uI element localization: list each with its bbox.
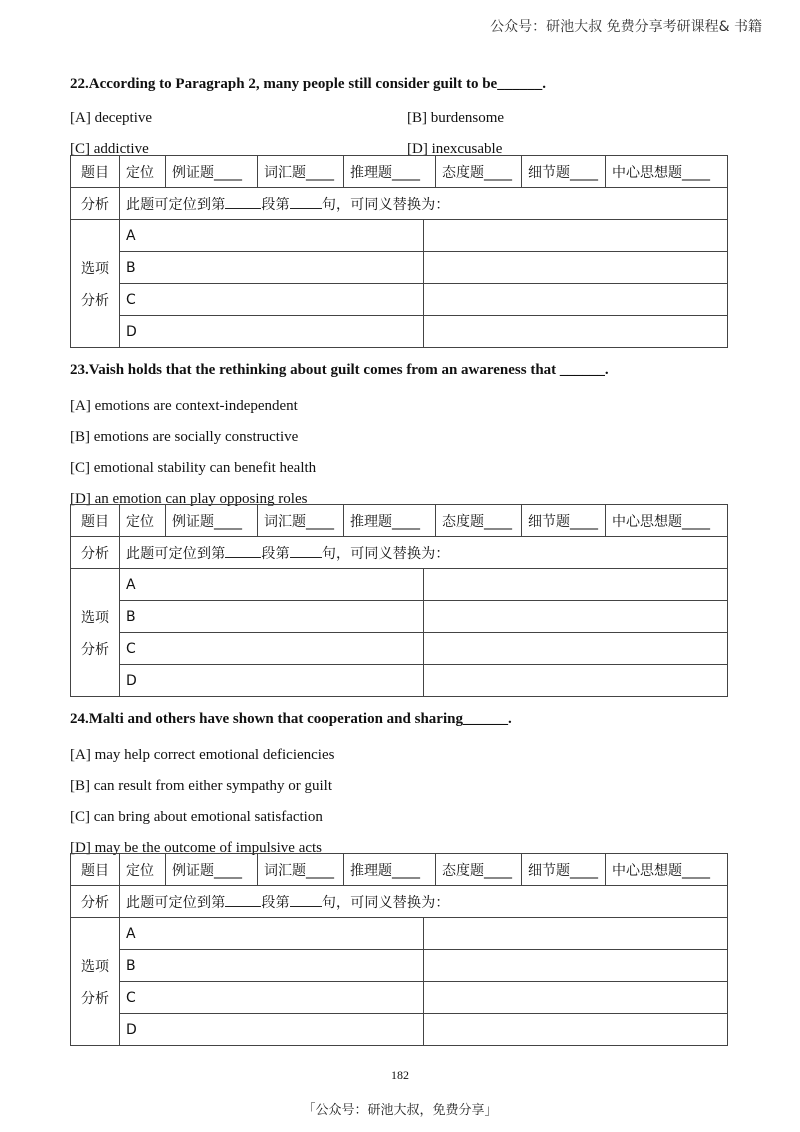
question-23 — [70, 359, 730, 515]
answer-field-b[interactable] — [424, 252, 728, 284]
label-title-bottom: 分析 — [71, 886, 120, 918]
option-a: [A] may help correct emotional deficiencies — [70, 747, 335, 763]
option-letter-c: C — [120, 633, 424, 665]
locate-sentence: 此题可定位到第 段第 句，可同义替换为： — [120, 188, 728, 220]
label-title-top: 题目 — [71, 854, 120, 886]
option-d: [D] inexcusable — [407, 141, 503, 157]
answer-field-c[interactable] — [424, 633, 728, 665]
answer-field-c[interactable] — [424, 284, 728, 316]
option-d: [D] may be the outcome of impulsive acts — [70, 840, 323, 856]
type-main-idea: 中心思想题____ — [612, 164, 710, 181]
header-watermark-note: 公众号：研池大叔 免费分享考研课程& 书籍 — [490, 19, 762, 35]
locate-cell: 定位 — [120, 505, 166, 536]
type-example: 例证题____ — [166, 505, 258, 536]
answer-field-d[interactable] — [424, 1014, 728, 1046]
option-letter-d: D — [120, 316, 424, 348]
answer-field-a[interactable] — [424, 569, 728, 601]
label-option-analysis: 选项 分析 — [71, 569, 120, 697]
type-attitude: 态度题____ — [436, 854, 522, 885]
option-letter-d: D — [120, 1014, 424, 1046]
type-main-idea: 中心思想题____ — [612, 513, 710, 530]
answer-field-a[interactable] — [424, 918, 728, 950]
answer-field-b[interactable] — [424, 601, 728, 633]
type-attitude: 态度题____ — [436, 156, 522, 187]
type-detail: 细节题____ — [522, 854, 606, 885]
question-24 — [70, 708, 730, 864]
type-attitude: 态度题____ — [436, 505, 522, 536]
analysis-table — [70, 853, 728, 1046]
type-vocabulary: 词汇题____ — [258, 505, 344, 536]
type-inference: 推理题____ — [344, 505, 436, 536]
answer-field-d[interactable] — [424, 316, 728, 348]
option-a: [A] deceptive — [70, 110, 153, 126]
type-detail: 细节题____ — [522, 156, 606, 187]
option-c: [C] emotional stability can benefit health — [70, 460, 317, 476]
type-vocabulary: 词汇题____ — [258, 854, 344, 885]
option-letter-a: A — [120, 918, 424, 950]
answer-field-c[interactable] — [424, 982, 728, 1014]
type-vocabulary: 词汇题____ — [258, 156, 344, 187]
option-b: [B] can result from either sympathy or guilt — [70, 778, 333, 794]
option-letter-b: B — [120, 601, 424, 633]
option-c: [C] can bring about emotional satisfaction — [70, 809, 323, 825]
option-letter-b: B — [120, 252, 424, 284]
type-example: 例证题____ — [166, 854, 258, 885]
label-title-bottom: 分析 — [71, 188, 120, 220]
question-title: 22.According to Paragraph 2, many people still consider guilt to be______. — [70, 76, 546, 92]
analysis-table — [70, 504, 728, 697]
label-option-analysis: 选项 分析 — [71, 220, 120, 348]
answer-field-b[interactable] — [424, 950, 728, 982]
option-letter-a: A — [120, 569, 424, 601]
answer-field-d[interactable] — [424, 665, 728, 697]
analysis-table — [70, 155, 728, 348]
options-row — [70, 103, 730, 134]
option-letter-b: B — [120, 950, 424, 982]
option-letter-d: D — [120, 665, 424, 697]
page-number: 182 — [391, 1068, 409, 1082]
question-type-row — [120, 854, 728, 886]
locate-cell: 定位 — [120, 156, 166, 187]
footer-watermark-note: 「公众号：研池大叔，免费分享」 — [302, 1103, 498, 1118]
option-letter-c: C — [120, 284, 424, 316]
option-b: [B] burdensome — [407, 110, 505, 126]
option-c: [C] addictive — [70, 141, 149, 157]
question-title: 24.Malti and others have shown that cooperation and sharing______. — [70, 711, 512, 727]
locate-sentence: 此题可定位到第 段第 句，可同义替换为： — [120, 886, 728, 918]
label-title-top: 题目 — [71, 505, 120, 537]
locate-sentence: 此题可定位到第 段第 句，可同义替换为： — [120, 537, 728, 569]
type-example: 例证题____ — [166, 156, 258, 187]
locate-cell: 定位 — [120, 854, 166, 885]
question-title: 23.Vaish holds that the rethinking about guilt comes from an awareness that ______. — [70, 362, 609, 378]
type-main-idea: 中心思想题____ — [612, 862, 710, 879]
question-22 — [70, 73, 730, 165]
label-option-analysis: 选项 分析 — [71, 918, 120, 1046]
analysis-table-23 — [70, 504, 730, 697]
question-type-row — [120, 505, 728, 537]
option-letter-a: A — [120, 220, 424, 252]
type-inference: 推理题____ — [344, 854, 436, 885]
option-letter-c: C — [120, 982, 424, 1014]
answer-field-a[interactable] — [424, 220, 728, 252]
option-b: [B] emotions are socially constructive — [70, 429, 299, 445]
type-inference: 推理题____ — [344, 156, 436, 187]
type-detail: 细节题____ — [522, 505, 606, 536]
label-title-bottom: 分析 — [71, 537, 120, 569]
question-type-row — [120, 156, 728, 188]
label-title-top: 题目 — [71, 156, 120, 188]
analysis-table-22 — [70, 155, 730, 348]
analysis-table-24 — [70, 853, 730, 1046]
option-d: [D] an emotion can play opposing roles — [70, 491, 308, 507]
option-a: [A] emotions are context-independent — [70, 398, 298, 414]
